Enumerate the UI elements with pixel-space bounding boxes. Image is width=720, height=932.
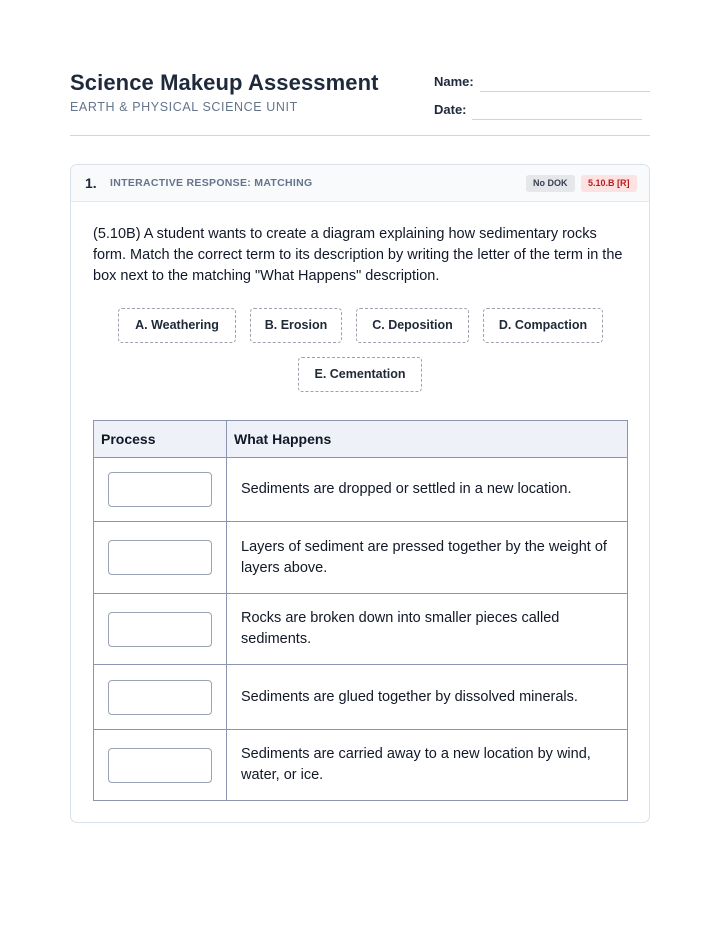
term-card-deposition[interactable]: C. Deposition	[356, 308, 469, 343]
table-header-row	[94, 421, 628, 458]
page-title: Science Makeup Assessment	[70, 70, 379, 95]
name-label: Name:	[434, 74, 474, 89]
process-cell	[94, 730, 227, 801]
table-row	[94, 730, 628, 801]
process-cell	[94, 594, 227, 665]
matching-table	[93, 420, 628, 801]
description-cell: Sediments are carried away to a new location by wind, water, or ice.	[227, 730, 628, 801]
description-cell: Sediments are glued together by dissolved minerals.	[227, 665, 628, 730]
table-row	[94, 594, 628, 665]
description-cell: Rocks are broken down into smaller pieces called sediments.	[227, 594, 628, 665]
table-row	[94, 522, 628, 594]
page-subtitle: EARTH & PHYSICAL SCIENCE UNIT	[70, 100, 298, 114]
process-cell	[94, 458, 227, 522]
question-card	[70, 164, 650, 823]
dok-badge: No DOK	[526, 175, 575, 192]
term-card-compaction[interactable]: D. Compaction	[483, 308, 603, 343]
term-card-weathering[interactable]: A. Weathering	[118, 308, 236, 343]
term-card-cementation[interactable]: E. Cementation	[298, 357, 422, 392]
column-header-process: Process	[94, 421, 227, 458]
description-cell: Sediments are dropped or settled in a new location.	[227, 458, 628, 522]
question-header	[71, 165, 649, 202]
date-label: Date:	[434, 102, 467, 117]
process-cell	[94, 522, 227, 594]
answer-box[interactable]	[108, 612, 212, 647]
term-card-erosion[interactable]: B. Erosion	[250, 308, 342, 343]
name-field[interactable]	[480, 91, 650, 92]
date-field[interactable]	[472, 119, 642, 120]
table-row	[94, 665, 628, 730]
assessment-header	[70, 70, 650, 136]
column-header-what-happens: What Happens	[227, 421, 628, 458]
question-type: INTERACTIVE RESPONSE: MATCHING	[110, 177, 313, 189]
answer-box[interactable]	[108, 748, 212, 783]
table-row	[94, 458, 628, 522]
answer-box[interactable]	[108, 540, 212, 575]
answer-box[interactable]	[108, 680, 212, 715]
answer-box[interactable]	[108, 472, 212, 507]
question-prompt: (5.10B) A student wants to create a diagram explaining how sedimentary rocks form. Match the correct term to its description by writing the letter of the term in the box next to the matching "What Happens" description.	[93, 226, 623, 284]
process-cell	[94, 665, 227, 730]
standard-badge: 5.10.B [R]	[581, 175, 637, 192]
question-number: 1.	[85, 175, 97, 191]
description-cell: Layers of sediment are pressed together by the weight of layers above.	[227, 522, 628, 594]
